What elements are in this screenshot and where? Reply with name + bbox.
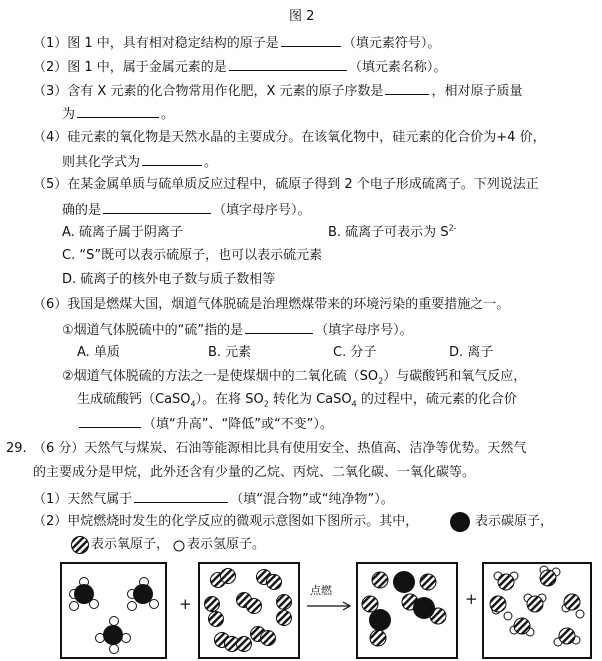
- q6-option-a[interactable]: A. 单质: [77, 345, 120, 360]
- q5-option-b-charge: 2-: [448, 223, 457, 233]
- question-1: [33, 33, 440, 53]
- question-3-line1: [33, 81, 523, 101]
- product-box-co2: [356, 562, 458, 659]
- co2-molecule: [362, 596, 391, 646]
- q6-sub2-l2-d: 的过程中，硫元素的化合价: [356, 392, 517, 407]
- q29-line2: 的主要成分是甲烷，此外还含有少量的乙烷、丙烷、二氧化碳、一氧化碳等。: [33, 465, 476, 480]
- q6-sub2-l2-a: 生成硫酸钙（CaSO: [77, 392, 191, 407]
- q5-answer-blank[interactable]: [103, 200, 211, 214]
- water-molecule: [562, 594, 584, 618]
- water-molecule: [510, 618, 534, 636]
- plus-sign: +: [179, 595, 192, 613]
- q3-text-d: 。: [161, 107, 175, 122]
- q6-sub1: [62, 320, 413, 340]
- q6-sub2-answer-blank[interactable]: [79, 414, 141, 428]
- plus-sign: +: [465, 590, 478, 608]
- q5-option-c[interactable]: C. “S”既可以表示硫原子，也可以表示硫元素: [62, 248, 323, 263]
- q6-sub2-text-a: ②烟道气体脱硫的方法之一是使煤烟中的二氧化硫（SO: [62, 369, 379, 384]
- q5-option-b-text: B. 硫离子可表示为 S: [328, 225, 449, 240]
- q6-sub2-sub: 2: [378, 376, 384, 386]
- methane-molecule: [96, 617, 131, 654]
- arrow-icon: [305, 600, 353, 612]
- question-2: [33, 57, 446, 77]
- q6-option-d[interactable]: D. 离子: [449, 345, 494, 360]
- q1-hint: （填元素符号）。: [342, 36, 441, 51]
- figure-title: 图 2: [289, 9, 315, 24]
- water-molecule: [540, 566, 560, 586]
- oxygen-molecules-diagram: [200, 564, 298, 657]
- q6-sub1-hint: （填字母序号）。: [315, 323, 413, 338]
- q29-part2-c: 表示氧原子，: [91, 537, 170, 552]
- q4-text: 则其化学式为: [62, 155, 141, 170]
- q6-option-c[interactable]: C. 分子: [333, 345, 377, 360]
- q6-sub2-line2: [77, 391, 517, 409]
- q5-text: 确的是: [62, 203, 102, 218]
- q29-p1-text: （1）天然气属于: [33, 492, 133, 507]
- co2-molecules-diagram: [358, 564, 456, 657]
- question-5-line2: [62, 200, 311, 220]
- q2-hint: （填元素名称）。: [348, 60, 447, 75]
- methane-molecule: [70, 578, 99, 611]
- methane-molecule: [128, 578, 159, 611]
- q3-text: （3）含有 X 元素的化合物常用作化肥，X 元素的原子序数是: [33, 84, 384, 99]
- reactant-box-methane: [60, 562, 167, 659]
- q5-hint: （填字母序号）。: [213, 203, 311, 218]
- product-box-water: [482, 562, 592, 659]
- q6-sub2-l2-c: 转化为 CaSO: [268, 392, 352, 407]
- question-6-line1: （6）我国是燃煤大国，烟道气体脱硫是治理燃煤带来的环境污染的重要措施之一。: [33, 297, 510, 312]
- q1-answer-blank[interactable]: [281, 33, 341, 47]
- q4-answer-blank[interactable]: [142, 152, 202, 166]
- q6-sub2-hint: （填“升高”、“降低”或“不变”）。: [143, 417, 333, 432]
- q3-text-c: 为: [62, 107, 76, 122]
- q6-sub2-l2-sub2: 2: [263, 399, 269, 409]
- methane-molecules-diagram: [62, 564, 165, 657]
- reaction-arrow: [305, 582, 353, 612]
- q6-sub2-l2-sub3: 4: [351, 399, 357, 409]
- water-molecules-diagram: [484, 564, 590, 657]
- q6-sub2-line3: [77, 414, 333, 434]
- q6-sub1-answer-blank[interactable]: [245, 320, 313, 334]
- q3-text-b: ，相对原子质量: [431, 84, 523, 99]
- q6-option-b[interactable]: B. 元素: [208, 345, 252, 360]
- question-4-line2: [62, 152, 217, 172]
- q29-part2-b: 表示碳原子，: [475, 514, 554, 529]
- q4-text-b: 。: [204, 155, 218, 170]
- water-molecule: [524, 594, 546, 612]
- hydrogen-atom-legend-icon: [172, 539, 186, 553]
- co2-molecule: [402, 594, 446, 624]
- q6-sub1-text: ①烟道气体脱硫中的“硫”指的是: [62, 323, 244, 338]
- q6-sub2-l2-sub: 4: [190, 399, 196, 409]
- question-5-line1: （5）在某金属单质与硫单质反应过程中，硫原子得到 2 个电子形成硫离子。下列说法正: [33, 177, 539, 192]
- q3-answer-blank-1[interactable]: [385, 81, 429, 95]
- q6-sub2-text-b: ）与碳酸钙和氧气反应，: [383, 369, 527, 384]
- q6-sub2-l2-b: ）。在将 SO: [195, 392, 264, 407]
- ignite-label: 点燃: [310, 584, 332, 597]
- carbon-atom-legend-icon: [449, 511, 471, 533]
- question-3-line2: [62, 104, 174, 124]
- q29-p1-hint: （填“混合物”或“纯净物”）。: [230, 492, 394, 507]
- q1-text: （1）图 1 中，具有相对稳定结构的原子是: [33, 36, 279, 51]
- q29-p2-text: （2）甲烷燃烧时发生的化学反应的微观示意图如下图所示。其中，: [33, 514, 419, 529]
- q29-part1: [33, 489, 394, 509]
- q29-line1: （6 分）天然气与煤炭、石油等能源相比具有使用安全、热值高、洁净等优势。天然气: [33, 441, 527, 456]
- q29-number: 29.: [6, 441, 27, 456]
- question-4-line1: （4）硅元素的氧化物是天然水晶的主要成分。在该氧化物中，硅元素的化合价为+4 价，: [33, 130, 546, 145]
- q6-sub2-line1: [62, 368, 526, 386]
- q5-option-d[interactable]: D. 硫离子的核外电子数与质子数相等: [62, 272, 276, 287]
- q29-part2: [33, 513, 418, 531]
- q5-option-b[interactable]: [328, 224, 457, 242]
- reactant-box-oxygen: [198, 562, 300, 659]
- co2-molecule: [372, 571, 436, 593]
- q29-p1-answer-blank[interactable]: [134, 489, 228, 503]
- q29-part2-d: 表示氢原子。: [187, 537, 266, 552]
- water-molecule: [494, 572, 518, 590]
- q2-text: （2）图 1 中，属于金属元素的是: [33, 60, 227, 75]
- q3-answer-blank-2[interactable]: [77, 104, 159, 118]
- water-molecule: [554, 628, 580, 646]
- water-molecule: [490, 596, 512, 620]
- q2-answer-blank[interactable]: [229, 57, 347, 71]
- oxygen-atom-legend-icon: [70, 535, 90, 555]
- q5-option-a[interactable]: A. 硫离子属于阴离子: [62, 225, 183, 240]
